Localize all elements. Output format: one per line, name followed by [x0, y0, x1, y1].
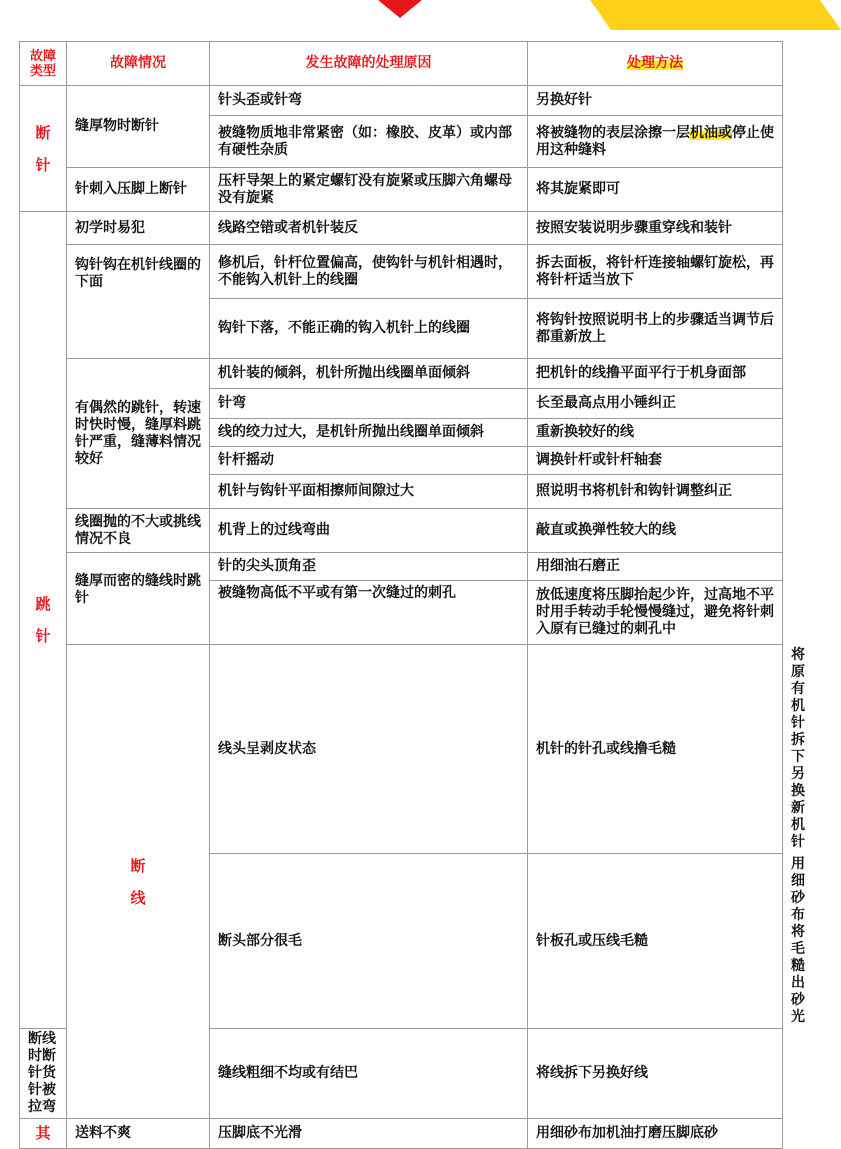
header-cause: 发生故障的处理原因 — [210, 42, 528, 86]
cause-cell: 针的尖头顶角歪 — [210, 553, 528, 581]
header-method: 处理方法 — [528, 42, 783, 86]
troubleshooting-table — [19, 41, 805, 1149]
method-cell: 把机针的线撸平面平行于机身面部 — [528, 359, 783, 389]
table-row — [20, 553, 783, 581]
cause-cell: 修机后，针杆位置偏高，使钩针与机针相遇时，不能钩入机针上的线圈 — [210, 245, 528, 299]
method-cell: 敲直或换弹性较大的线 — [528, 509, 783, 553]
category-other: 其 — [20, 1119, 67, 1149]
symptom-cell: 断头部分很毛 — [210, 854, 528, 1029]
header-fault-type: 故障 类型 — [20, 42, 67, 86]
cause-cell: 机背上的过线弯曲 — [210, 509, 528, 553]
category-broken-needle: 断 针 — [20, 86, 67, 212]
cause-cell: 针头歪或针弯 — [210, 86, 528, 116]
cause-cell: 针板孔或压线毛糙 — [528, 854, 783, 1029]
method-cell: 放低速度将压脚抬起少许，过高地不平时用手转动手轮慢慢缝过，避免将针刺入原有已缝过的刺孔中 — [528, 581, 783, 645]
table-row — [20, 509, 783, 553]
table-row — [20, 245, 783, 299]
method-cell: 长至最高点用小锤纠正 — [528, 389, 783, 419]
table-row: 断 线 线头呈剥皮状态 机针的针孔或线撸毛糙 将原有机针拆下另换新机针 — [20, 645, 783, 854]
cause-cell: 压杆导架上的紧定螺钉没有旋紧或压脚六角螺母没有旋紧 — [210, 168, 528, 212]
cause-cell: 缝线粗细不均或有结巴 — [210, 1029, 528, 1119]
method-cell: 另换好针 — [528, 86, 783, 116]
cause-cell: 针杆摇动 — [210, 447, 528, 475]
symptom-cell: 针刺入压脚上断针 — [67, 168, 210, 212]
table-row: 断头部分很毛 针板孔或压线毛糙 用细砂布将毛糙出砂光 — [20, 854, 783, 1029]
header-row — [20, 42, 783, 86]
table-row — [20, 359, 783, 389]
cause-cell: 机针装的倾斜，机针所抛出线圈单面倾斜 — [210, 359, 528, 389]
cause-cell: 机针的针孔或线撸毛糙 — [528, 645, 783, 854]
method-cell: 按照安装说明步骤重穿线和装针 — [528, 212, 783, 245]
cause-cell: 线路空错或者机针装反 — [210, 212, 528, 245]
table-row — [20, 168, 783, 212]
symptom-cell: 送料不爽 — [67, 1119, 210, 1149]
table-row — [20, 1119, 783, 1149]
cause-cell: 线的绞力过大，是机针所抛出线圈单面倾斜 — [210, 419, 528, 447]
method-cell: 重新换较好的线 — [528, 419, 783, 447]
method-cell: 将其旋紧即可 — [528, 168, 783, 212]
symptom-cell: 线圈抛的不大或挑线情况不良 — [67, 509, 210, 553]
method-cell: 照说明书将机针和钩针调整纠正 — [528, 475, 783, 509]
table-row — [20, 212, 783, 245]
method-cell: 调换针杆或针杆轴套 — [528, 447, 783, 475]
method-cell: 将被缝物的表层涂擦一层机油或停止使用这种缝料 — [528, 116, 783, 168]
method-cell: 用细砂布加机油打磨压脚底砂 — [528, 1119, 783, 1149]
symptom-cell: 缝厚物时断针 — [67, 86, 210, 168]
method-cell: 将线拆下另换好线 — [528, 1029, 783, 1119]
red-arrow-decoration — [378, 0, 422, 18]
cause-cell: 被缝物高低不平或有第一次缝过的刺孔 — [210, 581, 528, 645]
symptom-cell: 钩针钩在机针线圈的下面 — [67, 245, 210, 359]
category-skipped-stitch: 跳 针 — [20, 212, 67, 1029]
cause-cell: 钩针下落，不能正确的钩入机针上的线圈 — [210, 299, 528, 359]
yellow-banner-decoration — [590, 0, 841, 30]
cause-cell: 机针与钩针平面相擦师间隙过大 — [210, 475, 528, 509]
symptom-cell: 断线时断针货针被拉弯 — [20, 1029, 67, 1119]
method-cell: 用细油石磨正 — [528, 553, 783, 581]
category-broken-thread: 断 线 — [67, 645, 210, 1119]
symptom-cell: 线头呈剥皮状态 — [210, 645, 528, 854]
cause-cell: 压脚底不光滑 — [210, 1119, 528, 1149]
symptom-cell: 有偶然的跳针，转速时快时慢，缝厚料跳针严重，缝薄料情况较好 — [67, 359, 210, 509]
cause-cell: 被缝物质地非常紧密（如：橡胶、皮革）或内部有硬性杂质 — [210, 116, 528, 168]
cause-cell: 针弯 — [210, 389, 528, 419]
method-cell: 拆去面板，将针杆连接轴螺钉旋松，再将针杆适当放下 — [528, 245, 783, 299]
table-row — [20, 86, 783, 116]
symptom-cell: 缝厚而密的缝线时跳针 — [67, 553, 210, 645]
method-cell: 将钩针按照说明书上的步骤适当调节后都重新放上 — [528, 299, 783, 359]
header-situation: 故障情况 — [67, 42, 210, 86]
symptom-cell: 初学时易犯 — [67, 212, 210, 245]
